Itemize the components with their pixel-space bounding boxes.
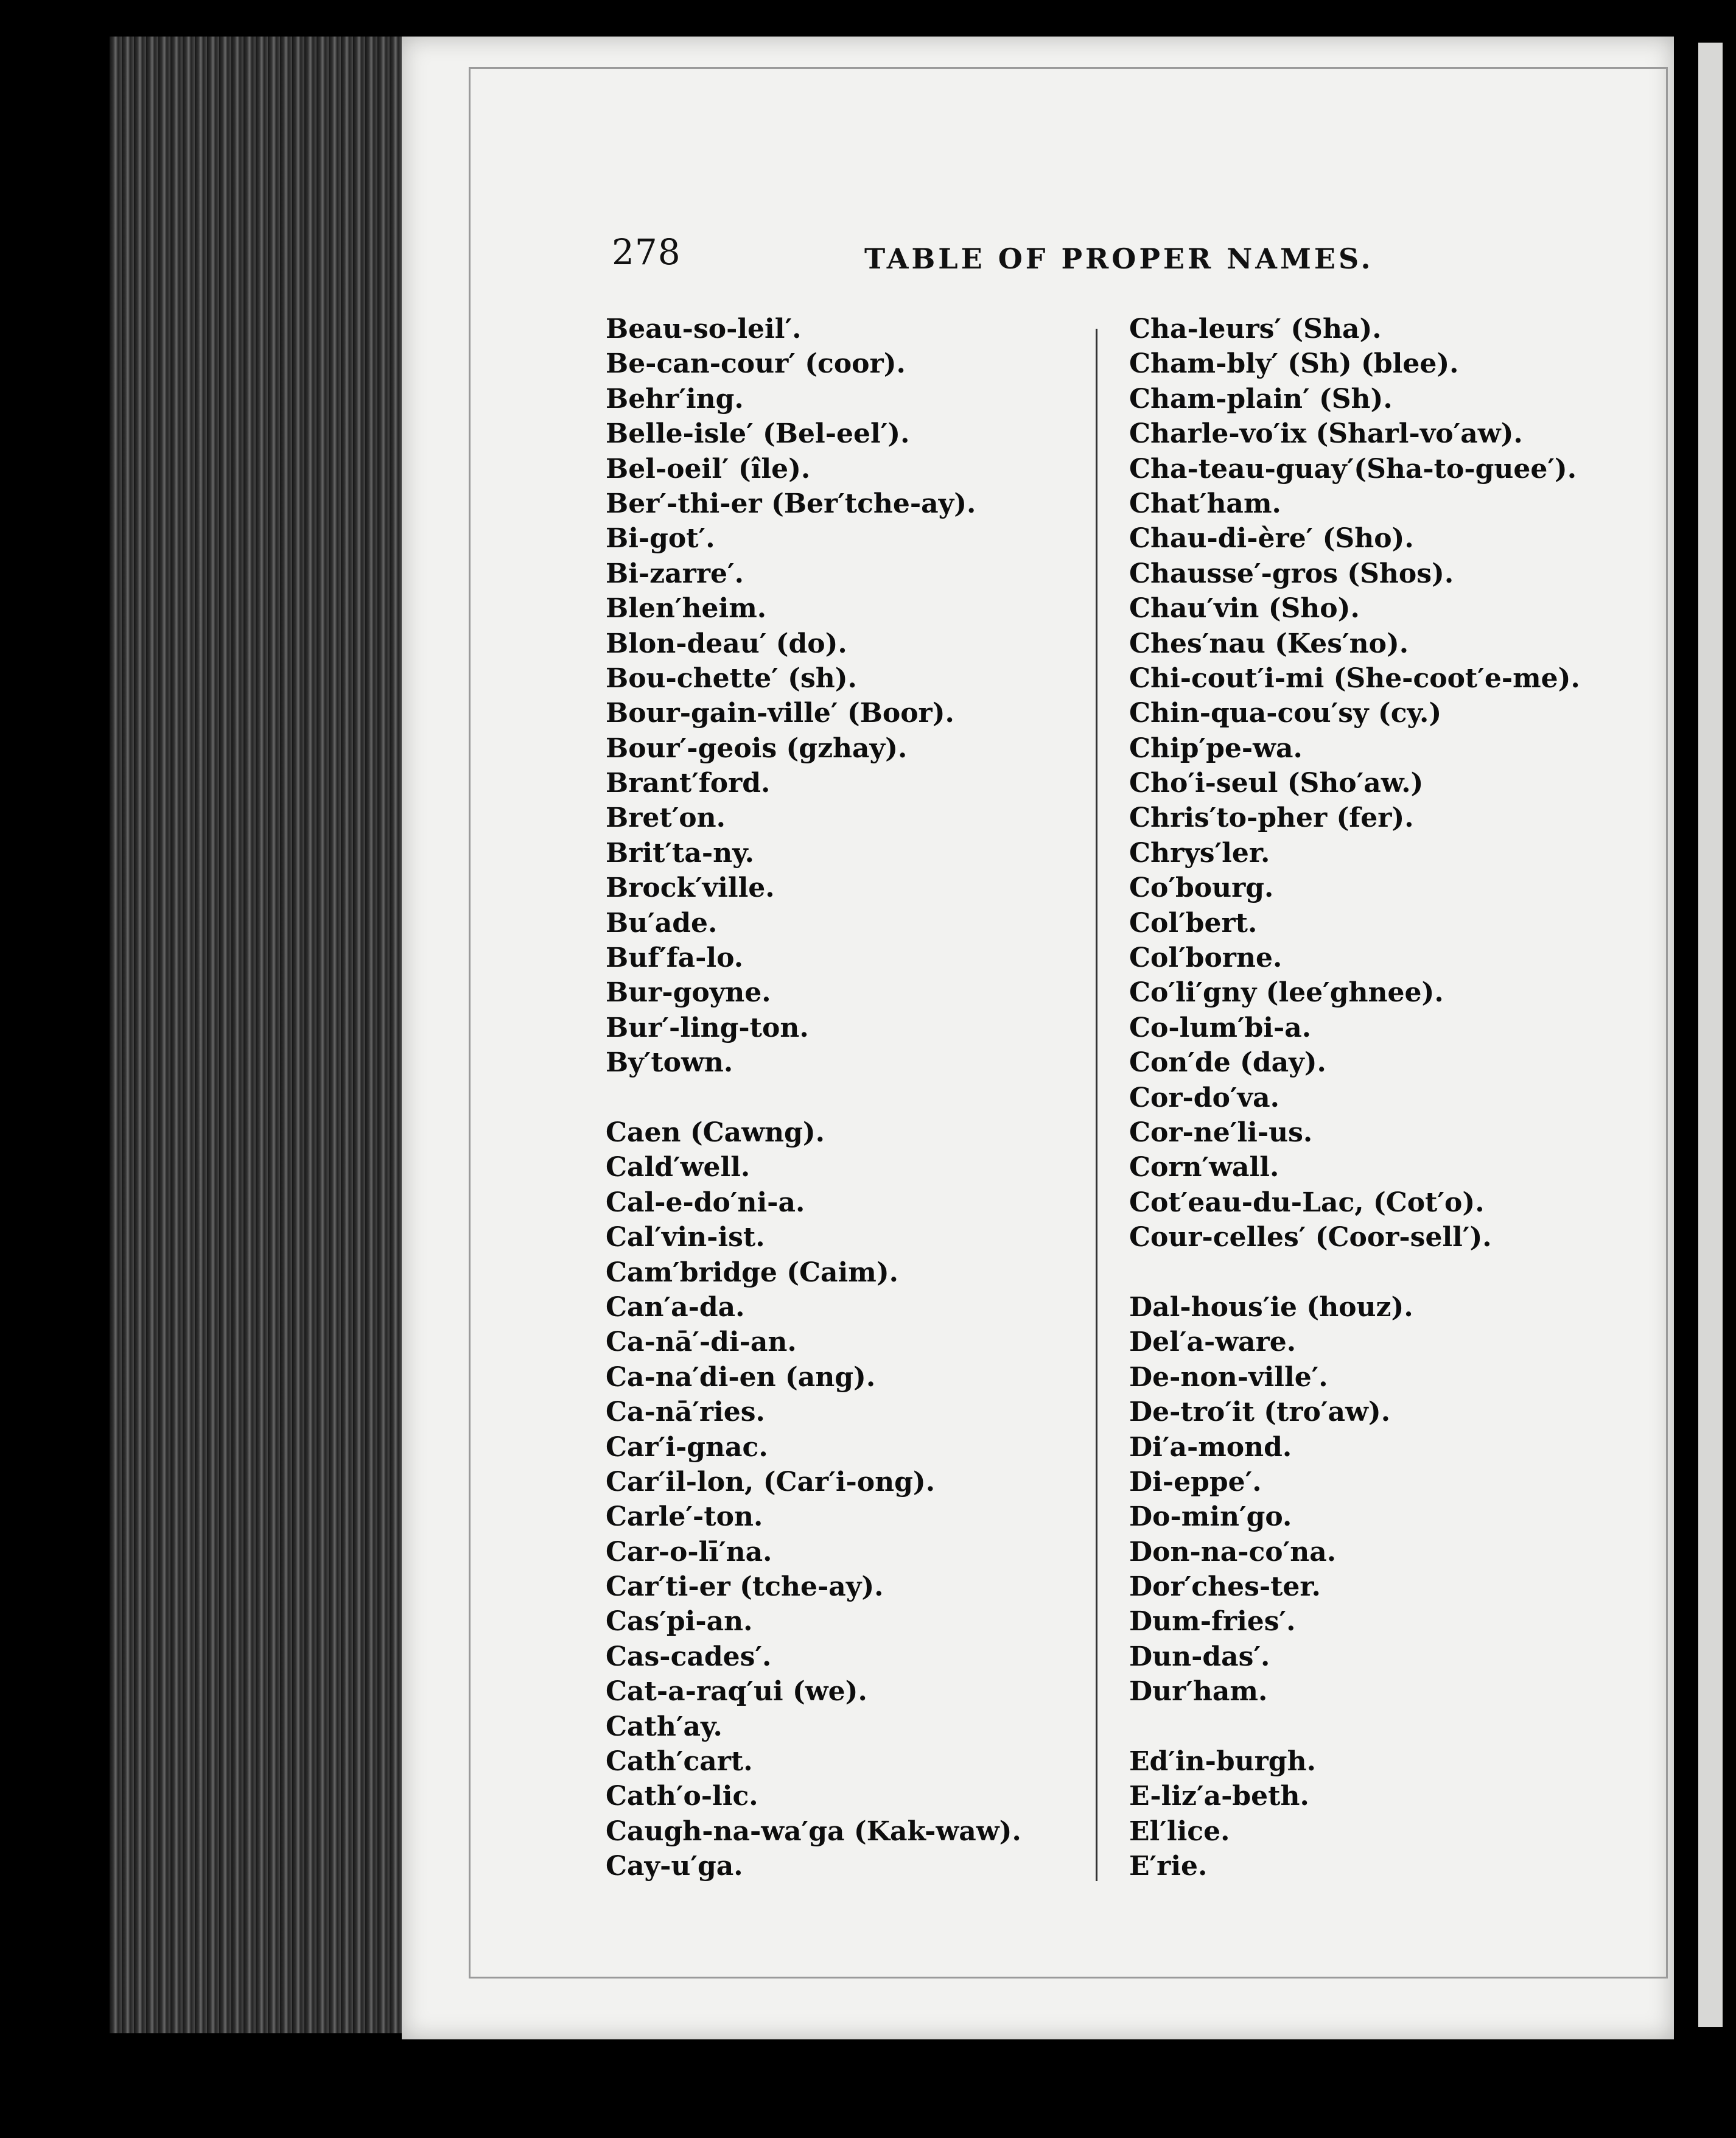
name-entry: Bour′-geois (gzhay).: [606, 732, 908, 764]
facing-page-edge: [1698, 43, 1723, 2027]
name-entry: Don-na-co′na.: [1129, 1536, 1337, 1568]
name-entry: By′town.: [606, 1047, 733, 1079]
name-entry: Chi-cout′i-mi (She-coot′e-me).: [1129, 662, 1580, 694]
name-entry: Cour-celles′ (Coor-sell′).: [1129, 1222, 1492, 1253]
name-entry: Car′ti-er (tche-ay).: [606, 1571, 884, 1603]
name-entry: Del′a-ware.: [1129, 1327, 1297, 1358]
name-entry: Bel-oeil′ (île).: [606, 453, 811, 485]
name-entry: Dun-das′.: [1129, 1641, 1270, 1672]
blank-line: [1129, 1255, 1580, 1290]
name-entry: Cam′bridge (Caim).: [606, 1257, 898, 1288]
name-entry: Brock′ville.: [606, 872, 775, 904]
column-divider: [1096, 329, 1097, 1881]
name-entry: Dal-hous′ie (houz).: [1129, 1291, 1413, 1323]
page-number: 278: [612, 231, 681, 273]
name-entry: Brit′ta-ny.: [606, 837, 754, 869]
name-entry: Blon-deau′ (do).: [606, 628, 847, 659]
name-entry: Do-min′go.: [1129, 1501, 1292, 1533]
name-entry: E′rie.: [1129, 1851, 1208, 1882]
name-entry: Co-lum′bi-a.: [1129, 1012, 1312, 1043]
name-entry: Bur′-ling-ton.: [606, 1012, 809, 1043]
name-entry: Ches′nau (Kes′no).: [1129, 628, 1409, 659]
name-entry: Chat′ham.: [1129, 488, 1281, 519]
left-name-column: [606, 312, 1021, 1884]
name-entry: Car-o-lī′na.: [606, 1536, 772, 1568]
name-entry: Chrys′ler.: [1129, 837, 1270, 869]
name-entry: Co′bourg.: [1129, 872, 1274, 904]
name-entry: Cay-u′ga.: [606, 1851, 743, 1882]
name-entry: Ber′-thi-er (Ber′tche-ay).: [606, 488, 976, 519]
name-entry: Dor′ches-ter.: [1129, 1571, 1321, 1603]
name-entry: Beau-so-leil′.: [606, 314, 802, 345]
name-entry: Be-can-cour′ (coor).: [606, 348, 906, 380]
name-entry: Corn′wall.: [1129, 1152, 1279, 1183]
name-entry: Ca-na′di-en (ang).: [606, 1361, 876, 1393]
name-entry: Cham-bly′ (Sh) (blee).: [1129, 348, 1459, 380]
name-entry: Cot′eau-du-Lac, (Cot′o).: [1129, 1186, 1485, 1218]
name-entry: Cas-cades′.: [606, 1641, 772, 1672]
name-entry: Cham-plain′ (Sh).: [1129, 383, 1393, 415]
name-entry: Cha-leurs′ (Sha).: [1129, 314, 1382, 345]
name-entry: Chris′to-pher (fer).: [1129, 802, 1414, 834]
name-entry: Ca-nā′-di-an.: [606, 1327, 797, 1358]
blank-line: [1129, 1709, 1580, 1744]
name-entry: Dum-fries′.: [1129, 1606, 1296, 1638]
name-entry: Chin-qua-cou′sy (cy.): [1129, 698, 1442, 729]
name-entry: Bi-zarre′.: [606, 558, 744, 589]
name-entry: Di-eppe′.: [1129, 1466, 1262, 1498]
name-entry: Cho′i-seul (Sho′aw.): [1129, 768, 1424, 799]
name-entry: Cor-do′va.: [1129, 1082, 1279, 1113]
name-entry: Car′il-lon, (Car′i-ong).: [606, 1466, 936, 1498]
name-entry: Bret′on.: [606, 802, 726, 834]
name-entry: Bour-gain-ville′ (Boor).: [606, 698, 954, 729]
name-entry: Caugh-na-wa′ga (Kak-waw).: [606, 1815, 1021, 1847]
name-entry: Carle′-ton.: [606, 1501, 763, 1533]
name-entry: Di′a-mond.: [1129, 1431, 1292, 1463]
name-entry: Bu′ade.: [606, 907, 718, 939]
name-entry: Bur-goyne.: [606, 977, 771, 1009]
name-entry: Cal′vin-ist.: [606, 1222, 765, 1253]
name-entry: Blen′heim.: [606, 593, 767, 625]
name-entry: Cald′well.: [606, 1152, 751, 1183]
name-entry: Belle-isle′ (Bel-eel′).: [606, 418, 910, 450]
name-entry: Cha-teau-guay′(Sha-to-guee′).: [1129, 453, 1577, 485]
name-entry: Chau′vin (Sho).: [1129, 593, 1360, 625]
name-entry: De-tro′it (tro′aw).: [1129, 1397, 1391, 1428]
name-entry: Ca-nā′ries.: [606, 1397, 765, 1428]
name-entry: Car′i-gnac.: [606, 1431, 768, 1463]
name-entry: Behr′ing.: [606, 383, 744, 415]
name-entry: Cor-ne′li-us.: [1129, 1116, 1313, 1148]
right-name-column: [1129, 312, 1580, 1884]
name-entry: Chau-di-ère′ (Sho).: [1129, 523, 1414, 555]
book-page-edges: [110, 37, 414, 2033]
name-entry: Charle-vo′ix (Sharl-vo′aw).: [1129, 418, 1523, 450]
name-entry: Con′de (day).: [1129, 1047, 1326, 1079]
name-entry: Co′li′gny (lee′ghnee).: [1129, 977, 1444, 1009]
name-entry: Dur′ham.: [1129, 1676, 1268, 1708]
name-entry: Chip′pe-wa.: [1129, 732, 1303, 764]
name-entry: Brant′ford.: [606, 768, 771, 799]
name-entry: Bi-got′.: [606, 523, 715, 555]
name-entry: Cal-e-do′ni-a.: [606, 1186, 805, 1218]
blank-line: [606, 1081, 1021, 1115]
name-entry: Caen (Cawng).: [606, 1116, 825, 1148]
running-title: TABLE OF PROPER NAMES.: [864, 242, 1374, 275]
name-entry: El′lice.: [1129, 1815, 1230, 1847]
name-entry: Col′borne.: [1129, 942, 1283, 974]
name-entry: De-non-ville′.: [1129, 1361, 1328, 1393]
name-entry: Cat-a-raq′ui (we).: [606, 1676, 867, 1708]
name-entry: Can′a-da.: [606, 1291, 745, 1323]
name-entry: Bou-chette′ (sh).: [606, 662, 857, 694]
name-entry: Cath′ay.: [606, 1711, 723, 1742]
name-entry: Col′bert.: [1129, 907, 1258, 939]
name-entry: Cath′o-lic.: [606, 1781, 758, 1812]
name-entry: Cath′cart.: [606, 1746, 753, 1778]
name-entry: Ed′in-burgh.: [1129, 1746, 1316, 1778]
name-entry: Cas′pi-an.: [606, 1606, 753, 1638]
name-entry: Buf′fa-lo.: [606, 942, 744, 974]
name-entry: E-liz′a-beth.: [1129, 1781, 1309, 1812]
name-entry: Chausse′-gros (Shos).: [1129, 558, 1454, 589]
